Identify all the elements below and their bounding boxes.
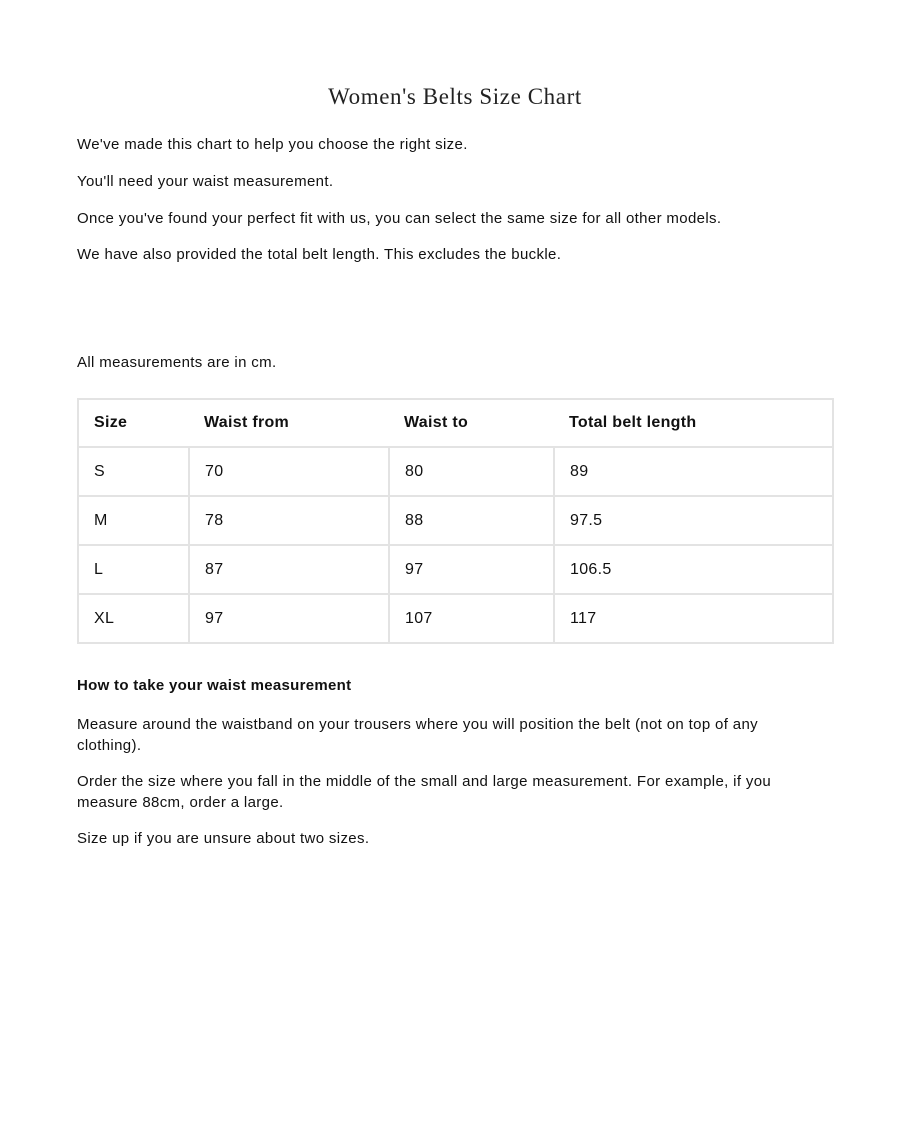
table-header-row bbox=[78, 399, 833, 447]
cell: 70 bbox=[189, 447, 389, 496]
howto-heading: How to take your waist measurement bbox=[77, 677, 352, 694]
cell: 97 bbox=[189, 594, 389, 643]
cell: 107 bbox=[389, 594, 554, 643]
cell: 117 bbox=[554, 594, 833, 643]
cell: M bbox=[78, 496, 189, 545]
intro-text: Once you've found your perfect fit with us, you can select the same size for all other models. bbox=[77, 210, 722, 227]
table-row bbox=[78, 496, 833, 545]
table-row bbox=[78, 594, 833, 643]
cell: 106.5 bbox=[554, 545, 833, 594]
header-cell: Size bbox=[78, 399, 189, 447]
header-cell: Waist to bbox=[389, 399, 554, 447]
cell: S bbox=[78, 447, 189, 496]
page-title: Women's Belts Size Chart bbox=[328, 84, 582, 109]
cell: 87 bbox=[189, 545, 389, 594]
intro-text: We have also provided the total belt length. This excludes the buckle. bbox=[77, 246, 562, 263]
units-note: All measurements are in cm. bbox=[77, 354, 277, 371]
howto-text: Size up if you are unsure about two sizes. bbox=[77, 830, 370, 847]
intro-text: You'll need your waist measurement. bbox=[77, 173, 334, 190]
cell: L bbox=[78, 545, 189, 594]
howto-text: Order the size where you fall in the middle of the small and large measurement. For example, if you measure 88cm, order a large. bbox=[77, 773, 772, 811]
intro-text: We've made this chart to help you choose the right size. bbox=[77, 136, 468, 153]
cell: 78 bbox=[189, 496, 389, 545]
cell: XL bbox=[78, 594, 189, 643]
cell: 97.5 bbox=[554, 496, 833, 545]
cell: 88 bbox=[389, 496, 554, 545]
header-cell: Total belt length bbox=[554, 399, 833, 447]
cell: 80 bbox=[389, 447, 554, 496]
cell: 97 bbox=[389, 545, 554, 594]
table-row bbox=[78, 545, 833, 594]
howto-text: Measure around the waistband on your trousers where you will position the belt (not on top of any clothing). bbox=[77, 716, 758, 754]
header-cell: Waist from bbox=[189, 399, 389, 447]
table-row bbox=[78, 447, 833, 496]
cell: 89 bbox=[554, 447, 833, 496]
size-table bbox=[77, 398, 834, 644]
